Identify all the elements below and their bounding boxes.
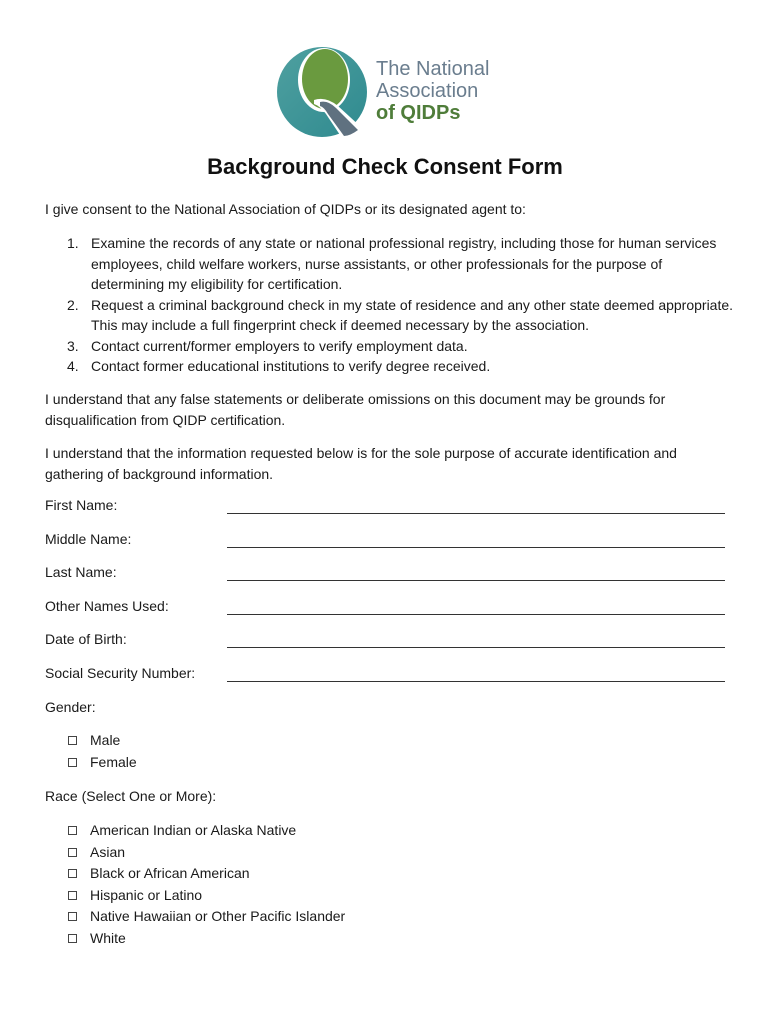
field-label: Date of Birth:	[45, 631, 127, 647]
consent-item	[45, 295, 735, 336]
consent-item	[45, 336, 735, 357]
option-label: Male	[90, 732, 121, 748]
gender-label: Gender:	[45, 699, 96, 715]
field-label: Middle Name:	[45, 530, 132, 547]
logo-line-2: Association	[376, 80, 479, 102]
field-middle-name	[45, 531, 725, 565]
consent-item-number: 3.	[67, 337, 79, 354]
race-label: Race (Select One or More):	[45, 788, 217, 804]
field-label: Social Security Number:	[45, 664, 196, 681]
consent-item	[45, 233, 735, 295]
consent-item-number: 1.	[67, 235, 79, 251]
consent-list	[45, 233, 735, 377]
information-purpose-notice: I understand that the information requested below is for the sole purpose of accurate identification and gathering of background information.	[45, 445, 677, 482]
field-label: Last Name:	[45, 564, 117, 580]
checkbox-icon[interactable]	[68, 869, 77, 878]
checkbox-icon[interactable]	[68, 736, 77, 745]
middle-name-line[interactable]	[227, 547, 725, 548]
option-label: Female	[90, 753, 137, 770]
date-of-birth-line[interactable]	[227, 647, 725, 648]
consent-item-text: Contact former educational institutions to verify degree received.	[91, 358, 491, 374]
field-date-of-birth	[45, 631, 725, 665]
intro-text: I give consent to the National Association of QIDPs or its designated agent to:	[45, 201, 526, 217]
consent-item-text: Request a criminal background check in my state of residence and any other state deemed appropriate. This may include a full fingerprint check if deemed necessary by the association.	[91, 296, 734, 333]
consent-item	[45, 356, 735, 377]
consent-item-number: 4.	[67, 358, 79, 374]
logo-wordmark	[376, 58, 489, 124]
logo-line-3: of QIDPs	[376, 102, 461, 124]
consent-item-number: 2.	[67, 296, 79, 313]
field-ssn	[45, 665, 725, 699]
logo-line-1: The National	[376, 58, 490, 80]
page-title: Background Check Consent Form	[207, 154, 563, 179]
checkbox-icon[interactable]	[68, 912, 77, 921]
last-name-line[interactable]	[227, 580, 725, 581]
option-label: Black or African American	[90, 865, 250, 882]
checkbox-icon[interactable]	[68, 826, 77, 835]
option-label: Asian	[90, 843, 126, 860]
ssn-line[interactable]	[227, 681, 725, 682]
organization-logo	[276, 44, 506, 144]
field-first-name	[45, 497, 725, 531]
q-logo-icon	[276, 44, 376, 144]
option-label: Native Hawaiian or Other Pacific Islander	[90, 908, 346, 925]
other-names-line[interactable]	[227, 614, 725, 615]
field-label: First Name:	[45, 497, 118, 513]
consent-item-text: Contact current/former employers to verify employment data.	[91, 337, 468, 354]
field-other-names	[45, 598, 725, 632]
false-statement-notice: I understand that any false statements or deliberate omissions on this document may be grounds for disqualification from QIDP certification.	[45, 391, 666, 428]
option-label: White	[90, 929, 126, 946]
option-label: Hispanic or Latino	[90, 886, 203, 903]
checkbox-icon[interactable]	[68, 891, 77, 900]
identification-fields	[45, 497, 725, 698]
field-last-name	[45, 564, 725, 598]
checkbox-icon[interactable]	[68, 934, 77, 943]
field-label: Other Names Used:	[45, 597, 169, 614]
option-label: American Indian or Alaska Native	[90, 822, 297, 838]
checkbox-icon[interactable]	[68, 848, 77, 857]
consent-item-text: Examine the records of any state or national professional registry, including those for human services employees, child welfare workers, nurse assistants, or other professionals for the purpose of determining my eligibility for certification.	[91, 235, 717, 292]
checkbox-icon[interactable]	[68, 758, 77, 767]
first-name-line[interactable]	[227, 513, 725, 514]
